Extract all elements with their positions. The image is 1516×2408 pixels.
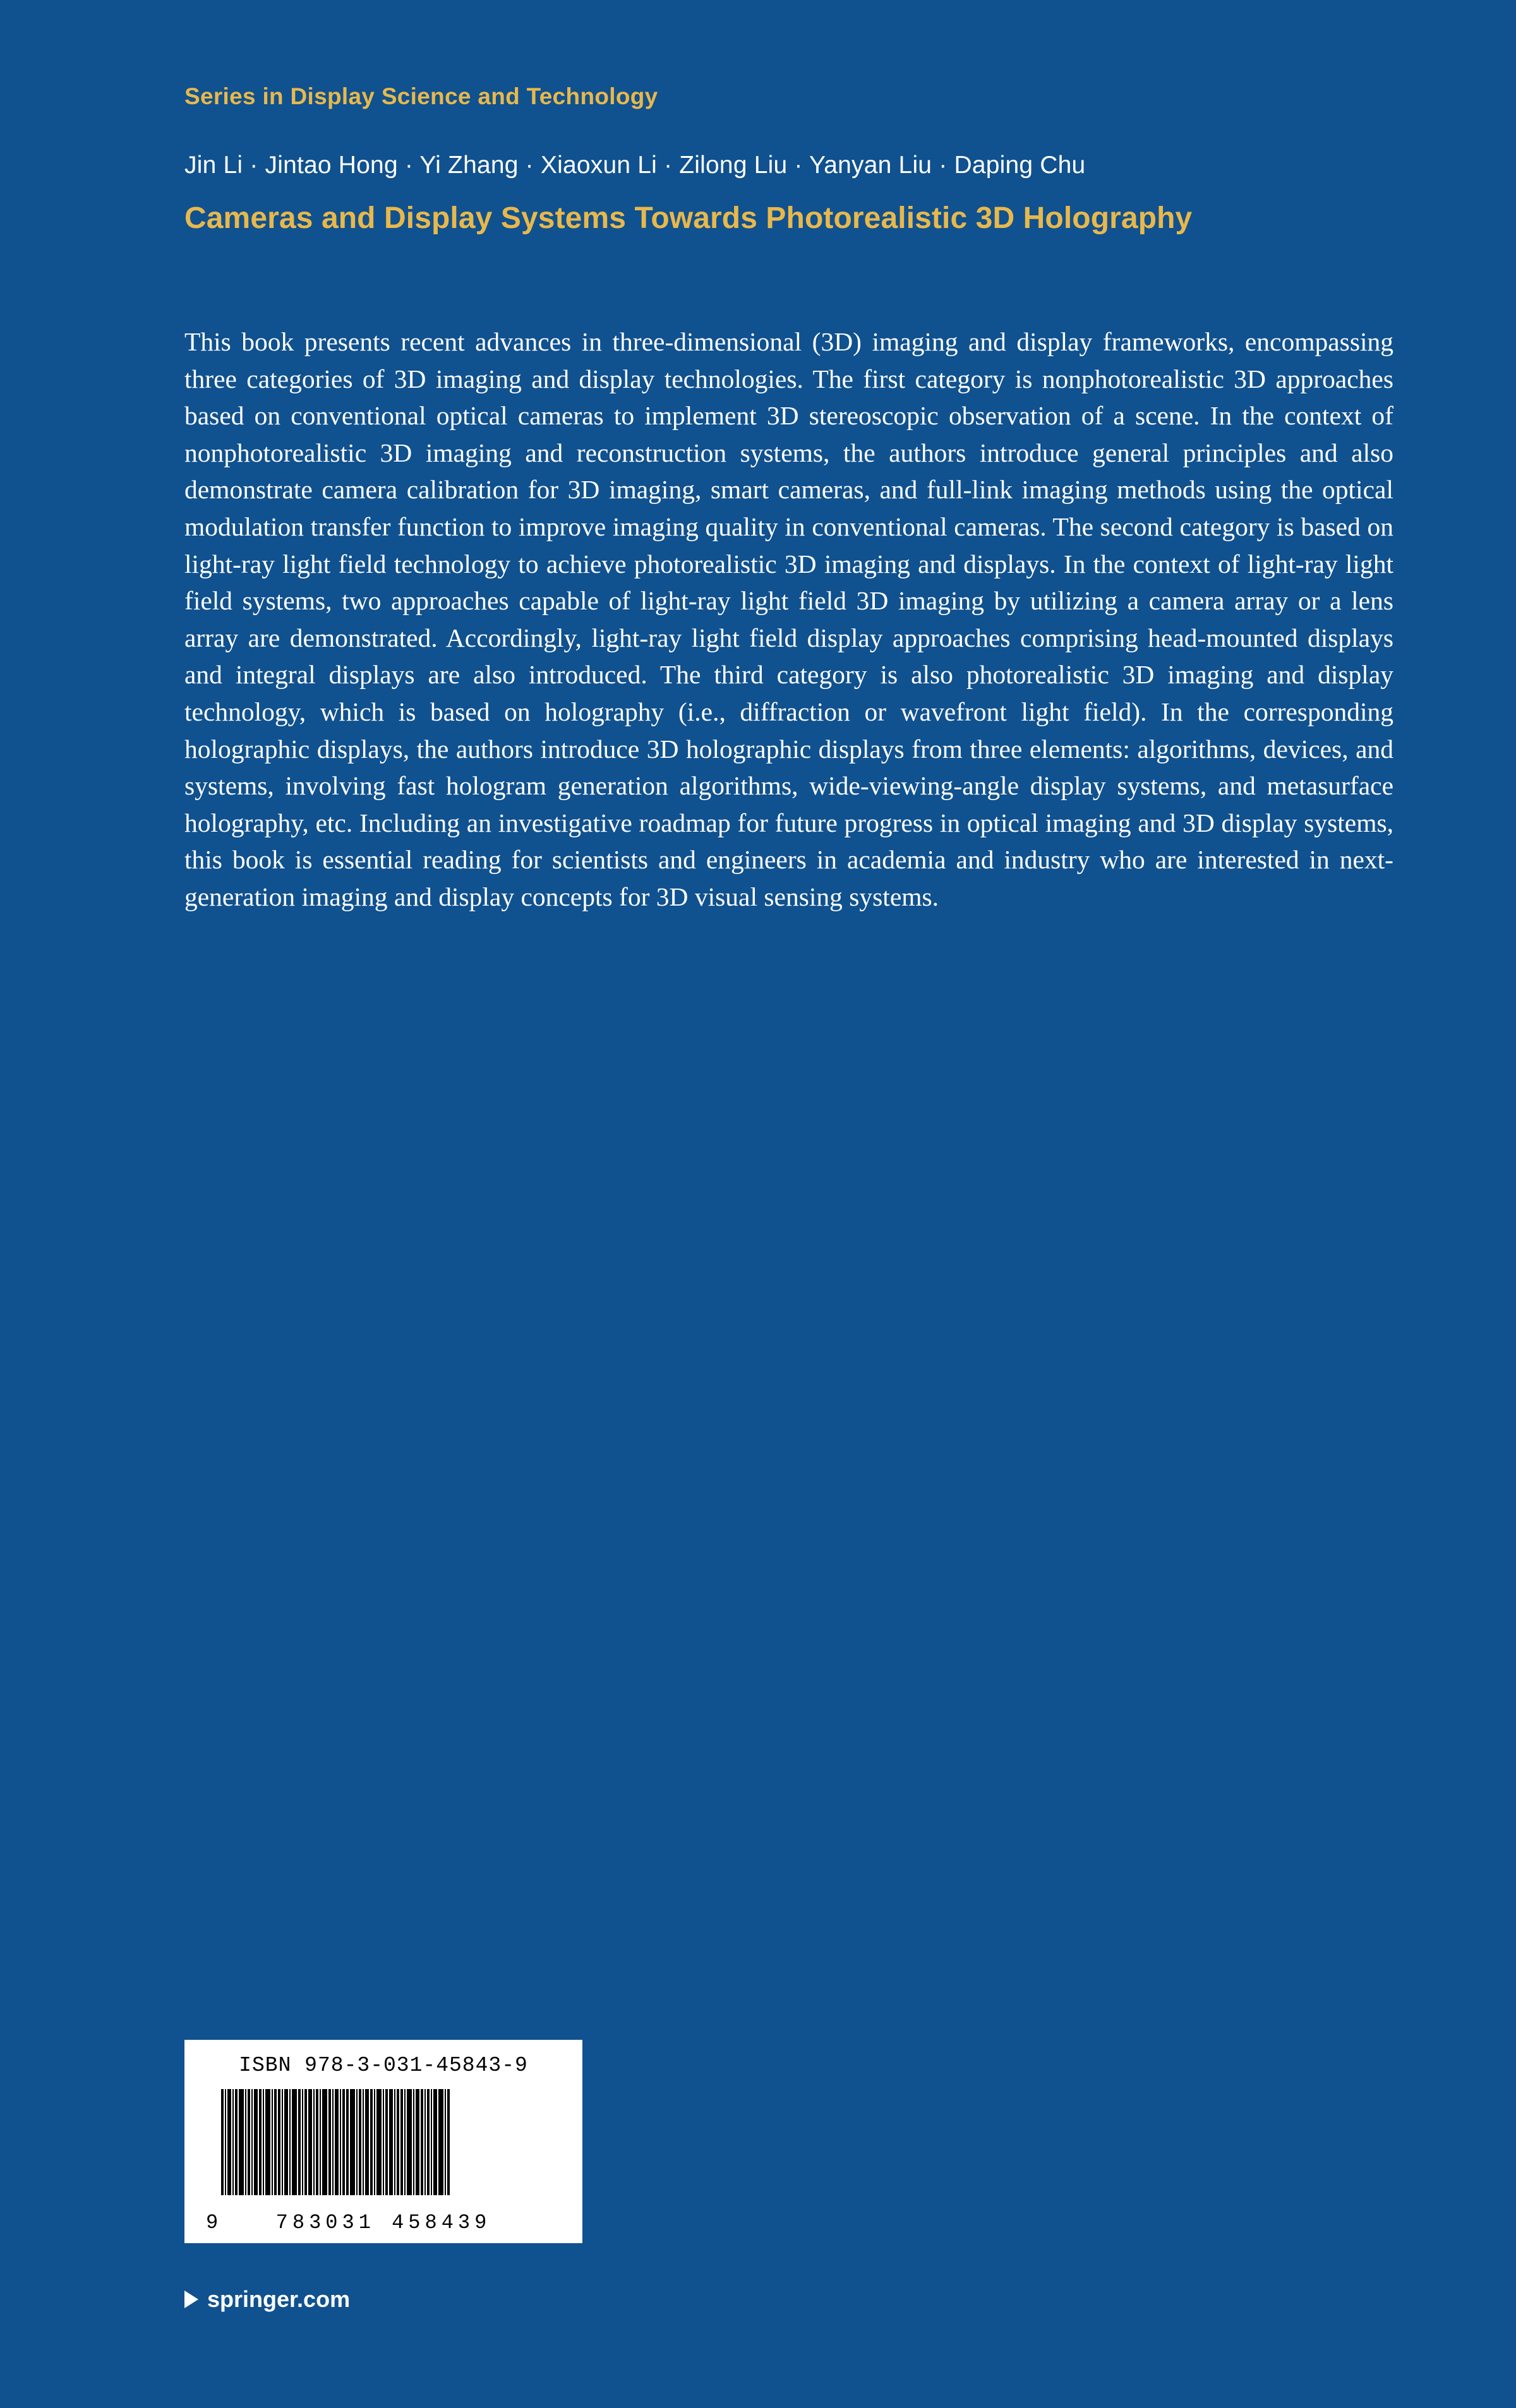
isbn-label: ISBN 978-3-031-45843-9 — [239, 2054, 528, 2077]
barcode-card — [184, 2040, 582, 2243]
series-title: Series in Display Science and Technology — [184, 83, 658, 109]
publisher-footer[interactable] — [184, 2286, 350, 2313]
barcode-lead-digit: 9 — [206, 2211, 219, 2234]
page-title: Cameras and Display Systems Towards Photorealistic 3D Holography — [184, 201, 1193, 235]
publisher-url[interactable]: springer.com — [207, 2286, 351, 2312]
barcode-digits: 783031 458439 — [275, 2211, 491, 2234]
triangle-right-icon — [184, 2291, 198, 2308]
barcode-bars-icon — [221, 2089, 550, 2195]
back-cover-description: This book presents recent advances in three-dimensional (3D) imaging and display frameworks, encompassing three categories of 3D imaging and display technologies. The first category is nonphotorealistic 3D approaches based on conventional optical cameras to implement 3D stereoscopic observation of a scene. In the context of nonphotorealistic 3D imaging and reconstruction systems, the authors introduce general principles and also demonstrate camera calibration for 3D imaging, smart cameras, and full-link imaging methods using the optical modulation transfer function to improve imaging quality in conventional cameras. The second category is based on light-ray light field technology to achieve photorealistic 3D imaging and displays. In the context of light-ray light field systems, two approaches capable of light-ray light field 3D imaging by utilizing a camera array or a lens array are demonstrated. Accordingly, light-ray light field display approaches comprising head-mounted displays and integral displays are also introduced. The third category is also photorealistic 3D imaging and display technology, which is based on holography (i.e., diffraction or wavefront light field). In the corresponding holographic displays, the authors introduce 3D holographic displays from three elements: algorithms, devices, and systems, involving fast hologram generation algorithms, wide-viewing-angle display systems, and metasurface holography, etc. Including an investigative roadmap for future progress in optical imaging and 3D display systems, this book is essential reading for scientists and engineers in academia and industry who are interested in next-generation imaging and display concepts for 3D visual sensing systems. — [184, 327, 1393, 911]
author-list: Jin Li · Jintao Hong · Yi Zhang · Xiaoxun Li · Zilong Liu · Yanyan Liu · Daping Chu — [184, 152, 1086, 179]
barcode-block — [184, 2040, 582, 2243]
